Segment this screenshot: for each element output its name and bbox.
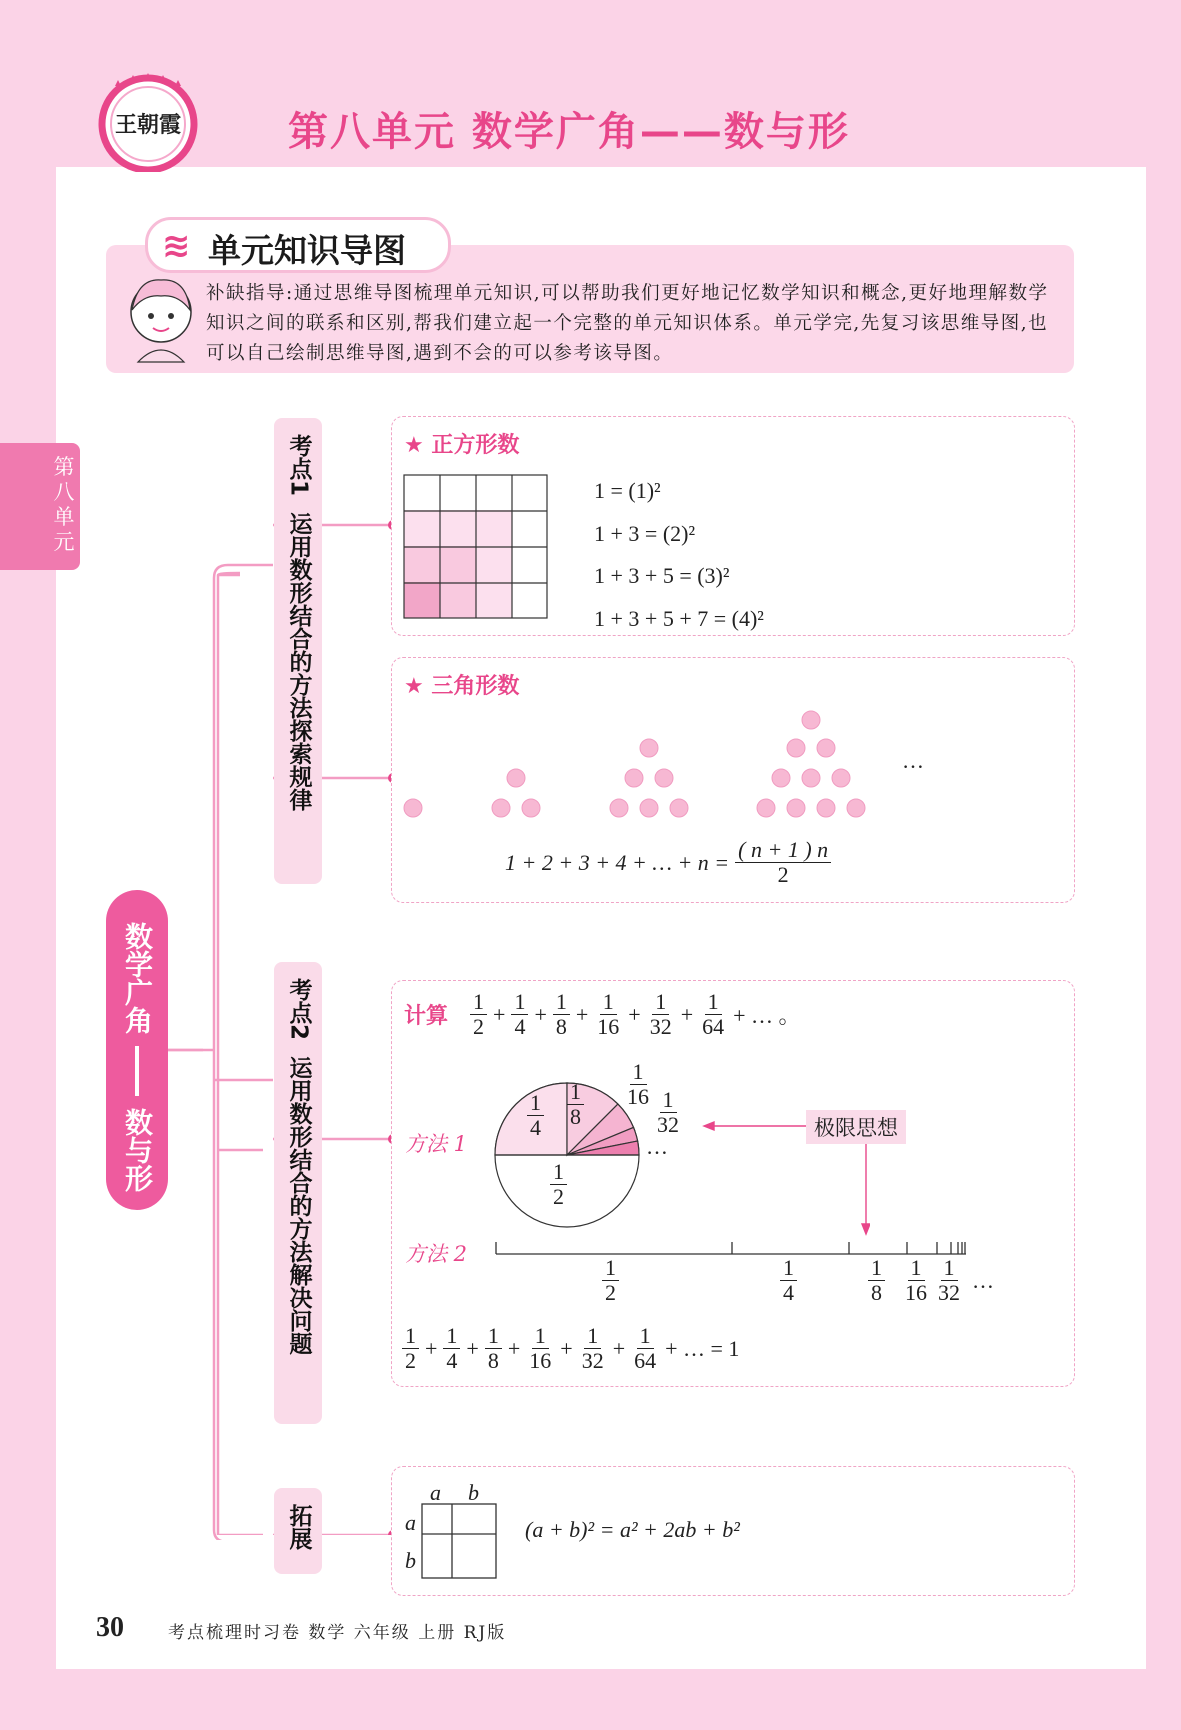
square-grid [403, 474, 548, 619]
line-label: $\frac{1}{4}$ [780, 1256, 797, 1305]
result-line: $\frac{1}{2}$ + $\frac{1}{4}$ + $\frac{1}{8}$ + $\frac{1}{16}$ + $\frac{1}{32}$ + $\frac{1}{64}$ + … = 1 [402, 1324, 739, 1373]
svg-text:王朝霞: 王朝霞 [114, 112, 182, 138]
line-dots: … [972, 1268, 994, 1293]
square-eq: 1 + 3 + 5 + 7 = (4)² [594, 605, 764, 631]
mindmap-trunk [168, 520, 278, 1540]
branch-k1-label: 考点1 运用数形结合的方法探索规律 [285, 434, 312, 812]
ext-formula: (a + b)² = a² + 2ab + b² [525, 1517, 740, 1542]
number-line [492, 1240, 972, 1260]
triangle-title: ★ 三角形数 [404, 674, 520, 699]
calc-line: 计算 $\frac{1}{2}$ + $\frac{1}{4}$ + $\frac{1}{8}$ + $\frac{1}{16}$ + $\frac{1}{32}$ + $\frac{1}{64}$ + … 。 [404, 989, 801, 1039]
calc-frac: $\frac{1}{32}$ [649, 989, 672, 1039]
calc-frac: $\frac{1}{64}$ [702, 989, 725, 1039]
root-divider [135, 1046, 139, 1096]
ab-square-diagram [400, 1480, 510, 1580]
girl-avatar-icon [118, 272, 204, 364]
pie-label-eighth: $\frac{1}{8}$ [567, 1080, 584, 1129]
result-frac: $\frac{1}{32}$ [581, 1323, 604, 1373]
triangle-ellipsis: … [902, 748, 924, 773]
triangle-dots [400, 700, 880, 830]
star-icon: ★ [404, 433, 424, 458]
ext-a-top: a [430, 1480, 441, 1505]
triangle-formula: 1 + 2 + 3 + 4 + … + n = $\frac{( n + 1 ) n}{2}$ [505, 838, 831, 887]
footer-text: 考点梳理时习卷 数学 六年级 上册 RJ版 [168, 1623, 507, 1643]
map-heading: 单元知识导图 [208, 231, 406, 270]
ext-a-side: a [405, 1510, 416, 1535]
result-frac: $\frac{1}{64}$ [634, 1323, 657, 1373]
pie-label-thirty-second: $\frac{1}{32}$ [657, 1087, 679, 1137]
pie-label-half: $\frac{1}{2}$ [550, 1160, 567, 1209]
square-title: ★ 正方形数 [404, 433, 520, 458]
line-label: $\frac{1}{16}$ [905, 1255, 927, 1305]
ext-b-side: b [405, 1548, 416, 1573]
square-eq: 1 + 3 = (2)² [594, 520, 696, 546]
branch-ext-label: 拓展 [285, 1504, 312, 1550]
wave-icon: ≋ [162, 226, 191, 266]
square-eq: 1 = (1)² [594, 478, 661, 503]
calc-frac: $\frac{1}{2}$ [470, 990, 487, 1039]
calc-frac: $\frac{1}{4}$ [511, 990, 528, 1039]
pie-label-sixteenth: $\frac{1}{16}$ [627, 1059, 649, 1109]
calc-frac: $\frac{1}{8}$ [553, 990, 570, 1039]
result-frac: $\frac{1}{16}$ [529, 1323, 552, 1373]
pie-dots: … [646, 1134, 668, 1159]
root-label: 数学广角 数与形 [121, 921, 154, 1192]
side-tab-label: 第 八 单 元 [53, 455, 75, 554]
calc-frac: $\frac{1}{16}$ [597, 989, 620, 1039]
result-frac: $\frac{1}{2}$ [402, 1324, 419, 1373]
calc-label: 计算 [404, 1004, 449, 1029]
line-label: $\frac{1}{8}$ [868, 1256, 885, 1305]
star-icon: ★ [404, 674, 424, 699]
triangle-formula-fraction: $\frac{( n + 1 ) n}{2}$ [735, 838, 831, 887]
result-frac: $\frac{1}{4}$ [443, 1324, 460, 1373]
method2-label: 方法 2 [405, 1242, 468, 1266]
tip-text: 补缺指导:通过思维导图梳理单元知识,可以帮助我们更好地记忆数学知识和概念,更好地理解数学知识之间的联系和区别,帮我们建立起一个完整的单元知识体系。单元学完,先复习该思维导图,也可以自己绘制思维导图,遇到不会的可以参考该导图。 [206, 283, 1049, 364]
brand-logo [98, 72, 198, 172]
line-label: $\frac{1}{2}$ [602, 1256, 619, 1305]
page-number: 30 [96, 1612, 124, 1643]
method1-label: 方法 1 [405, 1132, 468, 1156]
unit-title: 第八单元 数学广角——数与形 [288, 109, 850, 155]
branch-k2-label: 考点2 运用数形结合的方法解决问题 [285, 978, 312, 1356]
square-eq: 1 + 3 + 5 = (3)² [594, 563, 730, 588]
result-frac: $\frac{1}{8}$ [485, 1324, 502, 1373]
line-label: $\frac{1}{32}$ [938, 1255, 960, 1305]
limit-idea-box: 极限思想 [806, 1110, 906, 1144]
pie-label-quarter: $\frac{1}{4}$ [527, 1091, 544, 1140]
ext-b-top: b [468, 1480, 479, 1505]
square-equations [594, 470, 764, 640]
